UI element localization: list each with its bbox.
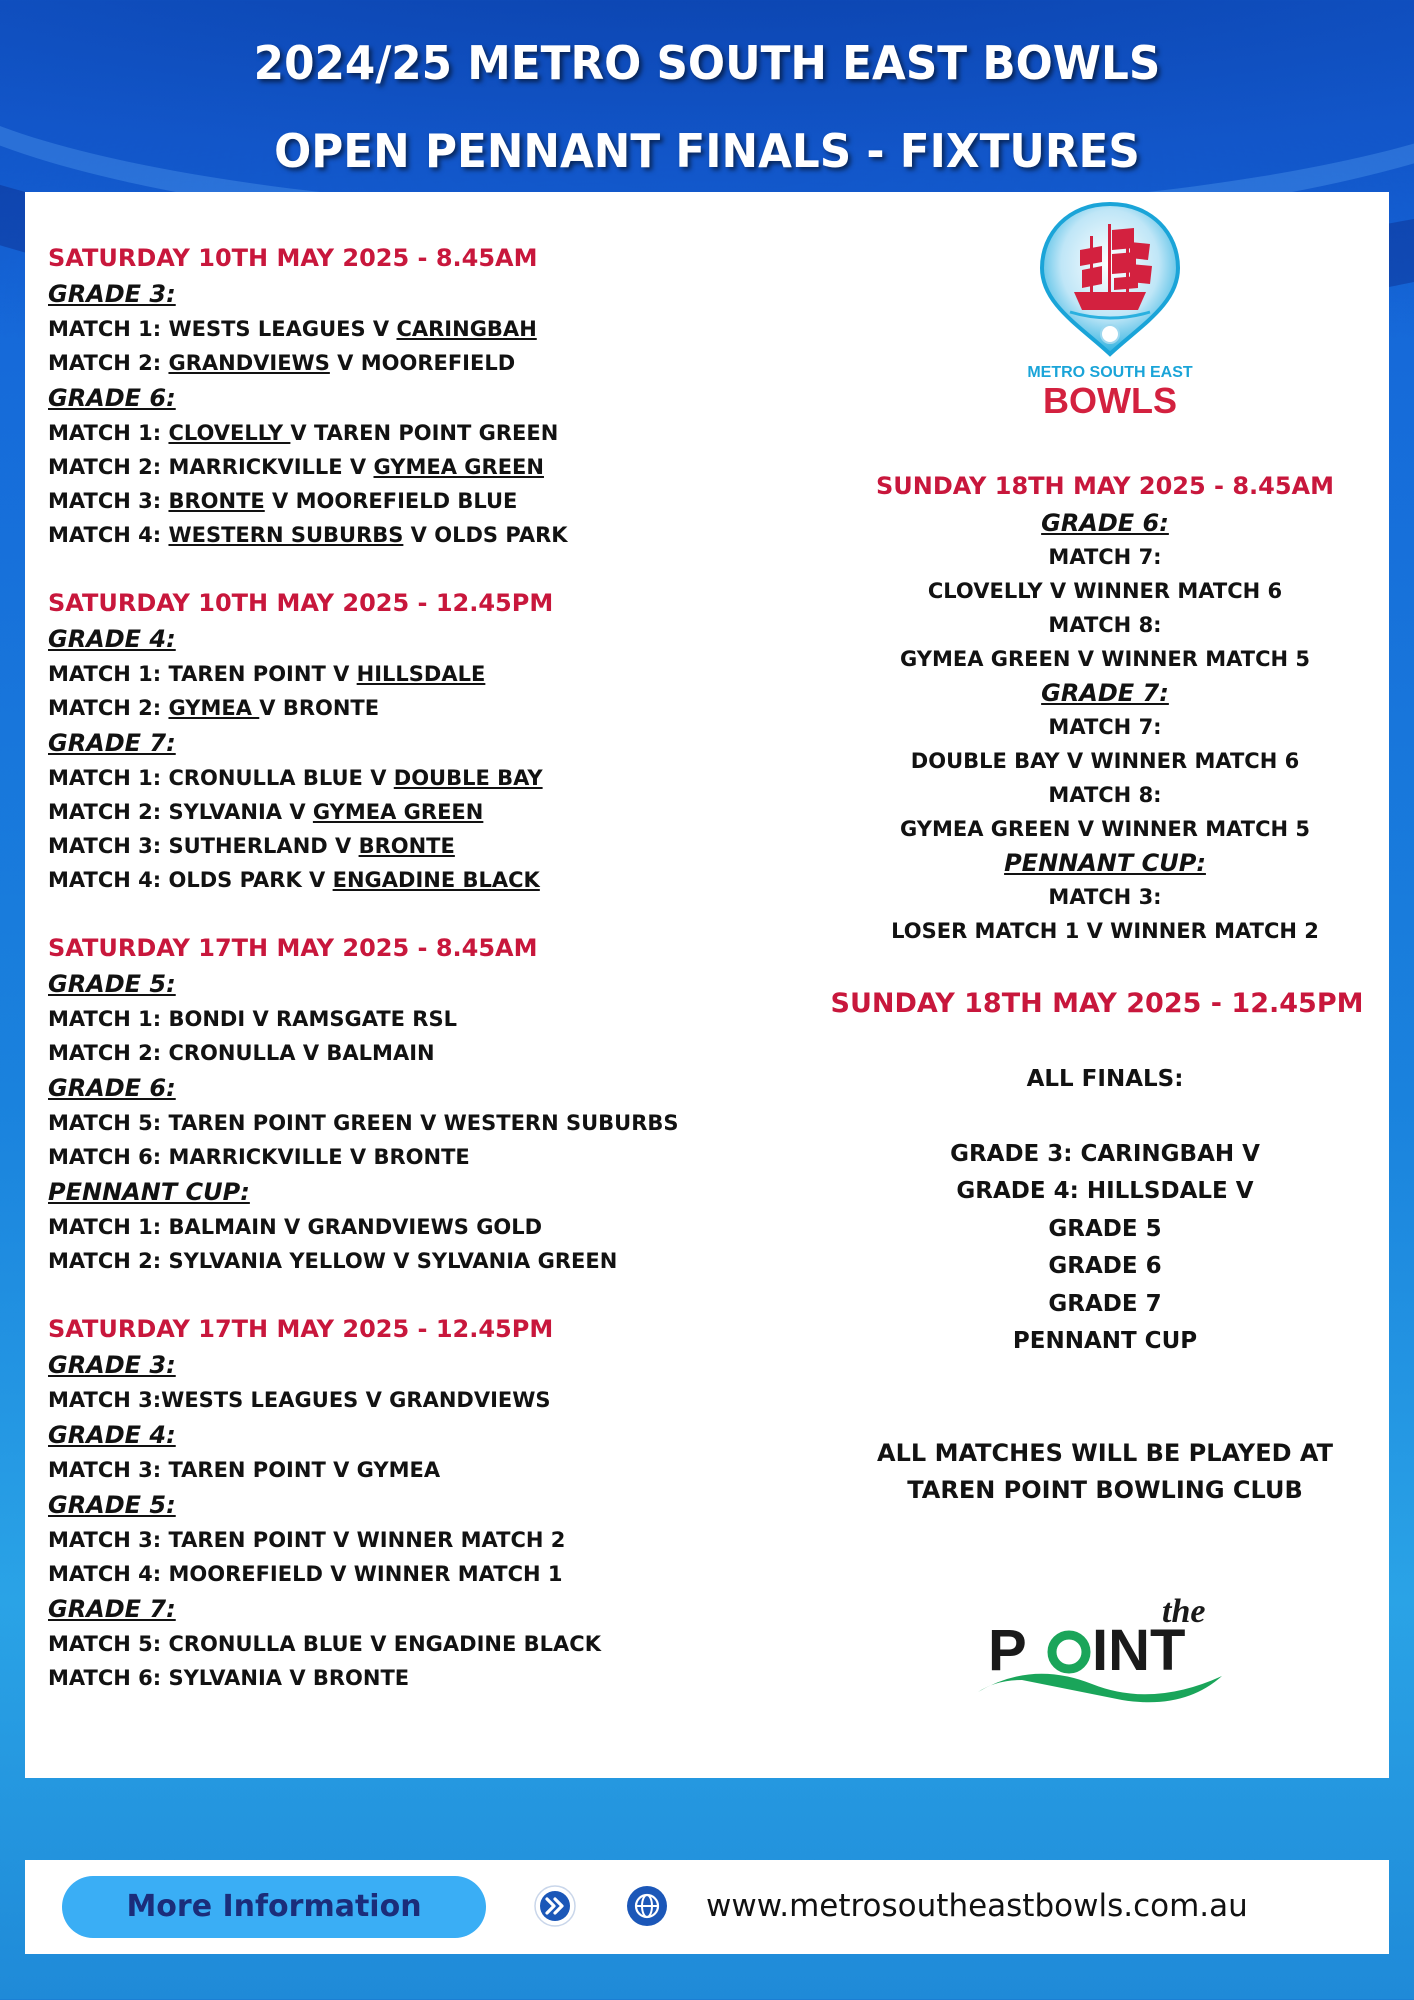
- session-sat-17-pm: [48, 1311, 808, 1695]
- page-title-line2: OPEN PENNANT FINALS - FIXTURES: [274, 124, 1140, 178]
- grade-heading: GRADE 4:: [48, 1421, 176, 1449]
- home-team: CARINGBAH: [396, 317, 537, 341]
- spacer: [830, 1024, 1380, 1061]
- match-line: MATCH 3: TAREN POINT V GYMEA: [48, 1458, 441, 1482]
- home-team: CLOVELLY: [168, 421, 291, 445]
- home-team: GYMEA GREEN: [312, 800, 484, 824]
- grade-heading: GRADE 6:: [48, 1074, 176, 1102]
- grade-heading: GRADE 3:: [48, 1351, 176, 1379]
- match-text: MATCH 3:: [48, 489, 169, 513]
- match-line: [48, 829, 808, 863]
- match-text: V TAREN POINT GREEN: [290, 421, 559, 445]
- grade-heading: GRADE 7:: [48, 729, 176, 757]
- home-team: BRONTE: [358, 834, 455, 858]
- match-line: MATCH 3: TAREN POINT V WINNER MATCH 2: [48, 1528, 566, 1552]
- match-line: MATCH 7:: [1048, 545, 1162, 569]
- match-line: [48, 346, 808, 380]
- final-line: GRADE 5: [1048, 1215, 1162, 1242]
- match-line: LOSER MATCH 1 V WINNER MATCH 2: [891, 919, 1319, 943]
- session-date: SATURDAY 17TH MAY 2025 - 12.45PM: [48, 1315, 554, 1343]
- grade-heading: GRADE 6:: [48, 384, 176, 412]
- session-sat-17-am: [48, 930, 808, 1278]
- match-line: [48, 312, 808, 346]
- match-line: MATCH 5: CRONULLA BLUE V ENGADINE BLACK: [48, 1632, 601, 1656]
- match-line: GYMEA GREEN V WINNER MATCH 5: [899, 647, 1311, 671]
- match-text: MATCH 1: TAREN POINT V: [48, 662, 357, 686]
- match-line: MATCH 1: BALMAIN V GRANDVIEWS GOLD: [48, 1215, 543, 1239]
- venue-line: TAREN POINT BOWLING CLUB: [907, 1475, 1303, 1504]
- match-text: MATCH 4: OLDS PARK V: [48, 868, 333, 892]
- home-team: DOUBLE BAY: [393, 766, 543, 790]
- match-line: [48, 657, 808, 691]
- all-finals-heading: ALL FINALS:: [1026, 1066, 1184, 1092]
- left-column: [48, 240, 808, 1728]
- grade-heading: GRADE 4:: [48, 625, 176, 653]
- final-line: PENNANT CUP: [1012, 1328, 1198, 1354]
- match-line: GYMEA GREEN V WINNER MATCH 5: [899, 817, 1311, 841]
- home-team: BRONTE: [168, 489, 265, 513]
- double-chevron-icon[interactable]: [534, 1885, 576, 1927]
- venue-line: ALL MATCHES WILL BE PLAYED AT: [877, 1438, 1333, 1467]
- match-text: V OLDS PARK: [403, 523, 568, 547]
- logo-int-text: INT: [1092, 1618, 1186, 1683]
- grade-heading: GRADE 5:: [48, 970, 176, 998]
- match-line: [48, 416, 808, 450]
- match-text: MATCH 1:: [48, 421, 169, 445]
- match-text: V MOOREFIELD: [329, 351, 516, 375]
- session-date: SATURDAY 10TH MAY 2025 - 8.45AM: [48, 244, 538, 272]
- logo-bottom-text: BOWLS: [1043, 380, 1177, 421]
- website-url[interactable]: www.metrosoutheastbowls.com.au: [706, 1888, 1248, 1924]
- match-line: MATCH 8:: [1048, 783, 1162, 807]
- match-line: MATCH 5: TAREN POINT GREEN V WESTERN SUBURBS: [48, 1111, 679, 1135]
- match-line: MATCH 6: MARRICKVILLE V BRONTE: [48, 1145, 470, 1169]
- metro-south-east-bowls-logo: [1010, 200, 1210, 430]
- session-sat-10-am: [48, 240, 808, 552]
- grade-heading: GRADE 5:: [48, 1491, 176, 1519]
- match-line: MATCH 1: BONDI V RAMSGATE RSL: [48, 1007, 457, 1031]
- globe-icon[interactable]: [626, 1885, 668, 1927]
- home-team: ENGADINE BLACK: [332, 868, 540, 892]
- grade-heading: PENNANT CUP:: [48, 1178, 250, 1206]
- match-line: MATCH 6: SYLVANIA V BRONTE: [48, 1666, 410, 1690]
- match-line: CLOVELLY V WINNER MATCH 6: [927, 579, 1283, 603]
- spacer: [830, 1099, 1380, 1136]
- match-line: [48, 484, 808, 518]
- match-text: MATCH 2: MARRICKVILLE V: [48, 455, 374, 479]
- grade-heading: GRADE 6:: [1041, 509, 1169, 537]
- match-text: MATCH 1: WESTS LEAGUES V: [48, 317, 397, 341]
- session-date: SATURDAY 17TH MAY 2025 - 8.45AM: [48, 934, 538, 962]
- match-line: MATCH 3:WESTS LEAGUES V GRANDVIEWS: [48, 1388, 551, 1412]
- session-date: SATURDAY 10TH MAY 2025 - 12.45PM: [48, 589, 554, 617]
- match-line: DOUBLE BAY V WINNER MATCH 6: [910, 749, 1300, 773]
- match-line: [48, 761, 808, 795]
- match-text: MATCH 2:: [48, 351, 169, 375]
- more-information-button[interactable]: More Information: [62, 1876, 486, 1938]
- match-text: V MOOREFIELD BLUE: [264, 489, 518, 513]
- right-column: [830, 466, 1380, 1509]
- logo-the-text: the: [1162, 1593, 1206, 1630]
- grade-heading: GRADE 3:: [48, 280, 176, 308]
- spacer: [830, 1361, 1380, 1398]
- session-date: SUNDAY 18TH MAY 2025 - 8.45AM: [875, 472, 1335, 500]
- match-line: [48, 863, 808, 897]
- session-date: SUNDAY 18TH MAY 2025 - 12.45PM: [830, 988, 1364, 1019]
- match-line: MATCH 7:: [1048, 715, 1162, 739]
- final-line: GRADE 7: [1048, 1290, 1162, 1317]
- match-text: MATCH 2: SYLVANIA V: [48, 800, 313, 824]
- home-team: GYMEA GREEN: [373, 455, 544, 479]
- final-line: GRADE 6: [1048, 1253, 1162, 1279]
- grade-heading: GRADE 7:: [48, 1595, 176, 1623]
- final-line: GRADE 3: CARINGBAH V: [950, 1140, 1260, 1167]
- home-team: HILLSDALE: [356, 662, 486, 686]
- final-line: GRADE 4: HILLSDALE V: [956, 1178, 1254, 1204]
- page-title-line1: 2024/25 METRO SOUTH EAST BOWLS: [253, 36, 1161, 90]
- match-line: [48, 795, 808, 829]
- match-line: MATCH 3:: [1048, 885, 1162, 909]
- logo-top-text: METRO SOUTH EAST: [1027, 364, 1193, 381]
- match-line: [48, 450, 808, 484]
- match-line: MATCH 2: CRONULLA V BALMAIN: [48, 1041, 435, 1065]
- match-text: MATCH 1: CRONULLA BLUE V: [48, 766, 394, 790]
- the-point-logo: [972, 1588, 1262, 1708]
- match-line: [48, 691, 808, 725]
- match-line: MATCH 4: MOOREFIELD V WINNER MATCH 1: [48, 1562, 563, 1586]
- match-text: V BRONTE: [259, 696, 380, 720]
- logo-o-ring: [1052, 1635, 1086, 1669]
- logo-p-text: P: [988, 1618, 1027, 1683]
- match-line: MATCH 8:: [1048, 613, 1162, 637]
- home-team: GRANDVIEWS: [168, 351, 330, 375]
- session-sun-18-am: [830, 466, 1380, 948]
- session-sat-10-pm: [48, 585, 808, 897]
- home-team: GYMEA: [168, 696, 260, 720]
- match-text: MATCH 2:: [48, 696, 169, 720]
- grade-heading: PENNANT CUP:: [1004, 849, 1206, 877]
- match-line: [48, 518, 808, 552]
- match-text: MATCH 4:: [48, 523, 169, 547]
- match-text: MATCH 3: SUTHERLAND V: [48, 834, 359, 858]
- match-line: MATCH 2: SYLVANIA YELLOW V SYLVANIA GREEN: [48, 1249, 618, 1273]
- spacer: [830, 1398, 1380, 1435]
- grade-heading: GRADE 7:: [1041, 679, 1169, 707]
- home-team: WESTERN SUBURBS: [168, 523, 404, 547]
- session-sun-18-pm: [830, 984, 1380, 1509]
